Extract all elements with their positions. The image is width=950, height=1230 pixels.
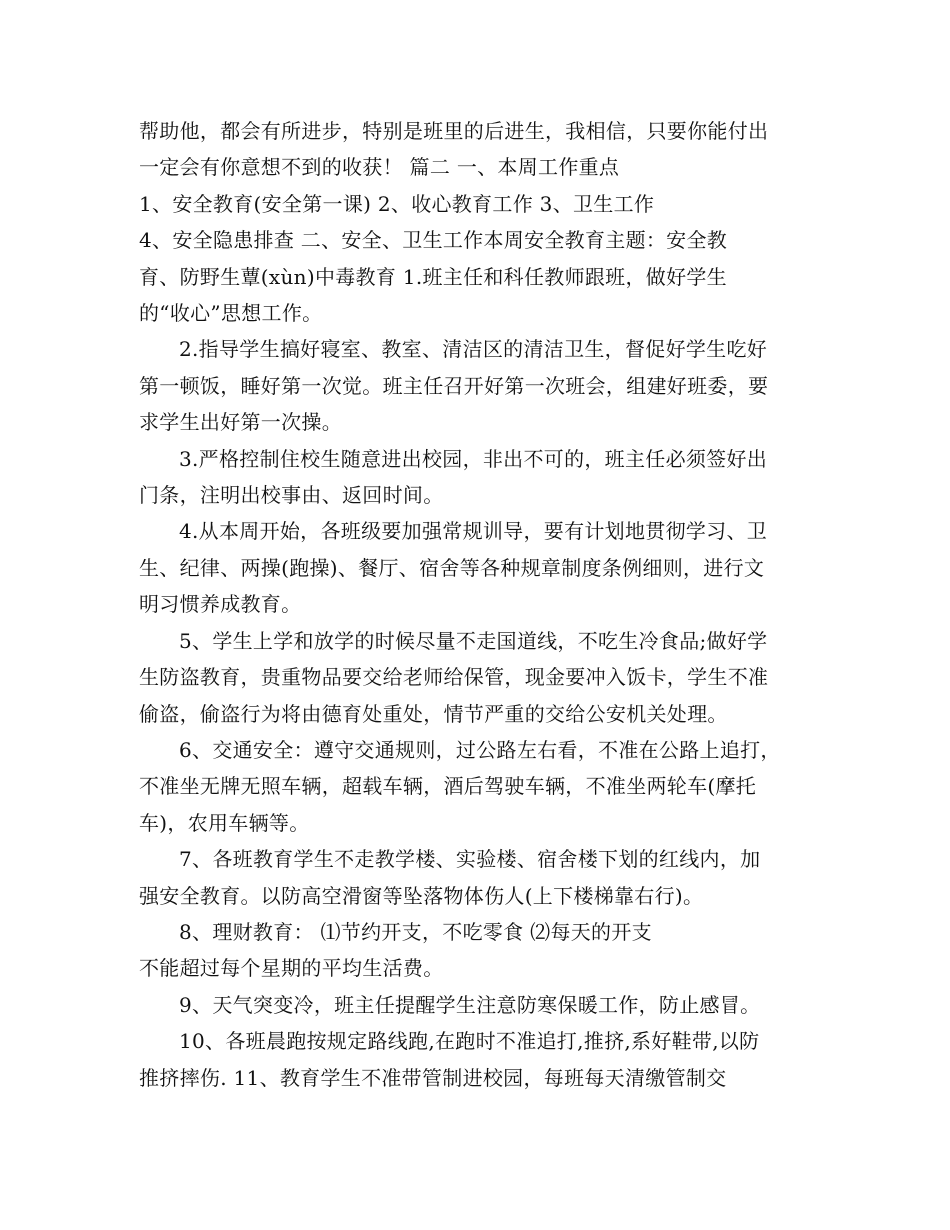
text-line: 生、纪律、两操(跑操)、餐厅、宿舍等各种规章制度条例细则，进行文 xyxy=(139,555,765,580)
text-line: 强安全教育。以防高空滑窗等坠落物体伤人(上下楼梯靠右行)。 xyxy=(139,883,704,908)
text-line: 求学生出好第一次操。 xyxy=(139,410,342,435)
text-line: 4.从本周开始，各班级要加强常规训导，要有计划地贯彻学习、卫 xyxy=(179,519,768,544)
text-line: 7、各班教育学生不走教学楼、实验楼、宿舍楼下划的红线内，加 xyxy=(179,847,761,872)
text-line: 一定会有你意想不到的收获！ 篇二 一、本周工作重点 xyxy=(139,155,620,180)
text-line: 不能超过每个星期的平均生活费。 xyxy=(139,956,444,981)
text-line: 偷盗，偷盗行为将由德育处重处，情节严重的交给公安机关处理。 xyxy=(139,701,728,726)
text-line: 1、安全教育(安全第一课) 2、收心教育工作 3、卫生工作 xyxy=(139,191,655,216)
text-line: 不准坐无牌无照车辆，超载车辆，酒后驾驶车辆，不准坐两轮车(摩托 xyxy=(139,774,757,799)
text-line: 生防盗教育，贵重物品要交给老师给保管，现金要冲入饭卡，学生不准 xyxy=(139,665,769,690)
text-line: 6、交通安全：遵守交通规则，过公路左右看，不准在公路上追打， xyxy=(179,737,781,762)
text-line: 的“收心”思想工作。 xyxy=(139,301,323,326)
text-line: 3.严格控制住校生随意进出校园，非出不可的，班主任必须签好出 xyxy=(179,446,768,471)
text-line: 车)，农用车辆等。 xyxy=(139,810,310,835)
text-line: 门条，注明出校事由、返回时间。 xyxy=(139,483,444,508)
text-line: 8、理财教育： ⑴节约开支，不吃零食 ⑵每天的开支 xyxy=(179,919,652,944)
text-line: 5、学生上学和放学的时候尽量不走国道线，不吃生冷食品;做好学 xyxy=(179,628,768,653)
text-line: 推挤摔伤. 11、教育学生不准带管制进校园，每班每天清缴管制交 xyxy=(139,1065,727,1090)
text-line: 10、各班晨跑按规定路线跑,在跑时不准追打,推挤,系好鞋带,以防 xyxy=(179,1029,760,1054)
text-line: 9、天气突变冷，班主任提醒学生注意防寒保暖工作，防止感冒。 xyxy=(179,992,761,1017)
document-body xyxy=(139,113,819,1096)
text-line: 帮助他，都会有所进步，特别是班里的后进生，我相信，只要你能付出 xyxy=(139,119,769,143)
text-line: 第一顿饭，睡好第一次觉。班主任召开好第一次班会，组建好班委，要 xyxy=(139,373,769,398)
text-line: 4、安全隐患排查 二、安全、卫生工作本周安全教育主题：安全教 xyxy=(139,228,728,253)
text-line: 明习惯养成教育。 xyxy=(139,592,302,617)
text-line: 育、防野生蕈(xùn)中毒教育 1.班主任和科任教师跟班，做好学生 xyxy=(139,264,727,289)
text-line: 2.指导学生搞好寝室、教室、清洁区的清洁卫生，督促好学生吃好 xyxy=(179,337,768,362)
